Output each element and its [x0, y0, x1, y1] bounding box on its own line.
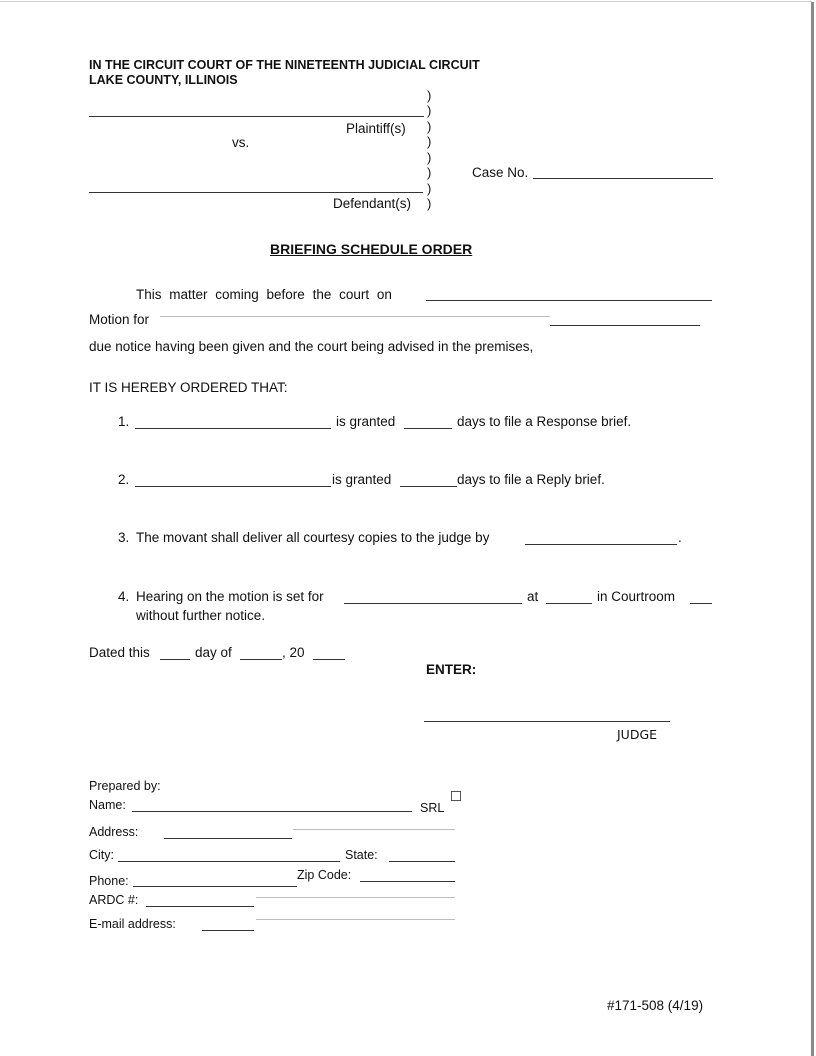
form-number: #171-508 (4/19) — [607, 998, 704, 1013]
court-on-field[interactable] — [426, 300, 712, 301]
vs-label: vs. — [232, 135, 250, 150]
caption-paren: ) — [427, 103, 432, 118]
county-name: LAKE COUNTY, ILLINOIS — [89, 73, 238, 87]
item-4-number: 4. — [118, 589, 130, 604]
judge-label: JUDGE — [617, 727, 658, 742]
dated-this-label: Dated this — [89, 645, 150, 660]
dated-day-field[interactable] — [160, 659, 190, 660]
year-prefix-label: , 20 — [282, 645, 305, 660]
item-3-text: The movant shall deliver all courtesy copies to the judge by — [136, 530, 490, 545]
address-field[interactable] — [164, 838, 292, 839]
courtroom-number-field[interactable] — [690, 603, 712, 604]
plaintiff-label: Plaintiff(s) — [346, 121, 406, 136]
prepared-by-heading: Prepared by: — [89, 779, 161, 793]
plaintiff-name-field[interactable] — [89, 116, 424, 117]
zip-code-field[interactable] — [360, 881, 455, 882]
caption-paren: ) — [427, 88, 432, 103]
item-1-days-field[interactable] — [404, 428, 452, 429]
caption-paren: ) — [427, 150, 432, 165]
item-4-line-2: without further notice. — [136, 608, 266, 623]
hearing-time-field[interactable] — [546, 603, 592, 604]
ardc-field-2[interactable] — [256, 897, 455, 898]
motion-for-label: Motion for — [89, 312, 150, 327]
case-no-field[interactable] — [533, 178, 713, 179]
caption-paren: ) — [427, 196, 432, 211]
caption-paren: ) — [427, 165, 432, 180]
motion-for-field-end[interactable] — [550, 325, 700, 326]
page-right-edge — [811, 2, 814, 1056]
defendant-name-field[interactable] — [89, 192, 423, 193]
item-2-number: 2. — [118, 472, 130, 487]
court-name: IN THE CIRCUIT COURT OF THE NINETEENTH JUDICIAL CIRCUIT — [89, 58, 480, 72]
item-1-party-field[interactable] — [135, 428, 331, 429]
hearing-date-field[interactable] — [344, 603, 522, 604]
item-4-at: at — [527, 589, 539, 604]
item-4-courtroom: in Courtroom — [597, 589, 676, 604]
item-2-is-granted: is granted — [332, 472, 392, 487]
dated-year-field[interactable] — [313, 659, 345, 660]
item-3-number: 3. — [118, 530, 130, 545]
item-1-number: 1. — [118, 414, 130, 429]
enter-label: ENTER: — [426, 662, 477, 677]
item-1-is-granted: is granted — [336, 414, 396, 429]
city-field[interactable] — [118, 861, 340, 862]
item-2-days-field[interactable] — [400, 486, 457, 487]
srl-checkbox[interactable] — [451, 791, 461, 801]
state-field[interactable] — [389, 861, 455, 862]
case-no-label: Case No. — [472, 165, 529, 180]
item-4-text: Hearing on the motion is set for — [136, 589, 324, 604]
item-2-party-field[interactable] — [135, 486, 331, 487]
courtesy-copies-date-field[interactable] — [525, 544, 677, 545]
city-label: City: — [89, 848, 114, 862]
item-2-days-text: days to file a Reply brief. — [457, 472, 605, 487]
name-field[interactable] — [132, 811, 412, 812]
name-label: Name: — [89, 798, 126, 812]
email-field-2[interactable] — [256, 919, 455, 920]
ardc-label: ARDC #: — [89, 893, 139, 907]
day-of-label: day of — [195, 645, 232, 660]
defendant-label: Defendant(s) — [333, 196, 412, 211]
email-label: E-mail address: — [89, 917, 176, 931]
preamble-line-1: This matter coming before the court on — [136, 287, 392, 302]
page-title: BRIEFING SCHEDULE ORDER — [270, 241, 473, 257]
zip-code-label: Zip Code: — [297, 868, 352, 882]
phone-label: Phone: — [89, 874, 129, 888]
motion-for-field[interactable] — [160, 316, 550, 317]
srl-label: SRL — [420, 801, 445, 815]
phone-field[interactable] — [133, 886, 297, 887]
caption-paren: ) — [427, 134, 432, 149]
item-3-end: . — [678, 530, 682, 545]
ardc-field[interactable] — [146, 906, 254, 907]
email-field[interactable] — [202, 930, 254, 931]
item-1-days-text: days to file a Response brief. — [457, 414, 632, 429]
preamble-line-3: due notice having been given and the court being advised in the premises, — [89, 339, 534, 354]
address-label: Address: — [89, 825, 139, 839]
order-heading: IT IS HEREBY ORDERED THAT: — [89, 380, 288, 395]
state-label: State: — [345, 848, 378, 862]
dated-month-field[interactable] — [240, 659, 282, 660]
judge-signature-field[interactable] — [424, 721, 670, 722]
address-field-2[interactable] — [293, 829, 455, 830]
page-top-edge — [0, 1, 812, 2]
caption-paren: ) — [427, 119, 432, 134]
caption-paren: ) — [427, 181, 432, 196]
